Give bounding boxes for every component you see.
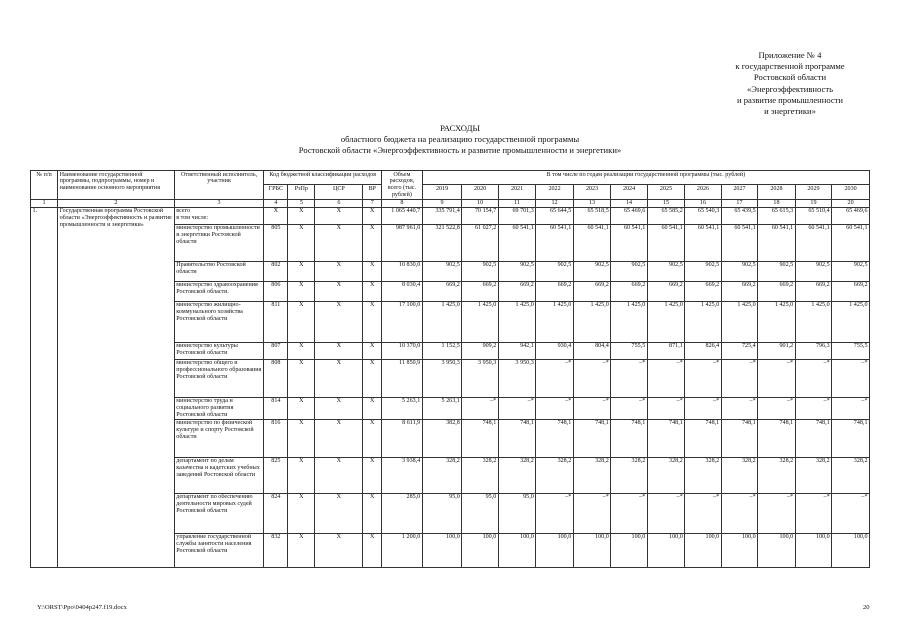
csr-cell: X [315,533,363,567]
year-value-cell: –* [573,493,611,533]
rzpr-cell: X [288,207,315,224]
year-value-cell: –* [832,359,870,397]
header-year: 2025 [647,185,685,199]
column-number: 14 [611,199,647,207]
executor-cell: министерство культуры Ростовской области [174,342,264,359]
header-year: 2029 [795,185,831,199]
year-value-cell: 382,8 [422,419,462,457]
column-numbers-row [31,199,870,207]
column-number: 19 [795,199,831,207]
grbs-cell: 805 [264,224,288,261]
header-year: 2020 [462,185,498,199]
grbs-cell: 816 [264,419,288,457]
csr-cell: X [315,359,363,397]
appendix-block [690,50,890,117]
rzpr-cell: X [288,261,315,281]
rzpr-cell: X [288,419,315,457]
executor-cell: департамент по обеспечению деятельности мировых судей Ростовской области [174,493,264,533]
year-value-cell: 902,5 [647,261,685,281]
year-value-cell: 669,2 [721,281,757,301]
year-value-cell: 65 439,5 [721,207,757,224]
year-value-cell: 60 541,1 [573,224,611,261]
header-name: Наименование государственной программы, подпрограммы, номер и наименование основного мероприятия [58,171,175,200]
rzpr-cell: X [288,397,315,419]
appendix-line: Приложение № 4 [758,50,822,60]
year-value-cell: 1 425,0 [462,301,498,342]
rzpr-cell: X [288,533,315,567]
year-value-cell: 100,0 [795,533,831,567]
year-value-cell: 95,0 [422,493,462,533]
total-cell: 10 370,0 [382,342,423,359]
year-value-cell: 1 425,0 [573,301,611,342]
rzpr-cell: X [288,224,315,261]
heading-line-1: областного бюджета на реализацию государственной программы [340,134,580,144]
year-value-cell: 669,2 [832,281,870,301]
year-value-cell: 796,3 [795,342,831,359]
year-value-cell: –* [647,359,685,397]
year-value-cell: –* [536,359,574,397]
year-value-cell: –* [721,359,757,397]
year-value-cell: 65 518,5 [573,207,611,224]
csr-cell: X [315,224,363,261]
column-number: 10 [462,199,498,207]
year-value-cell: –* [611,359,647,397]
rzpr-cell: X [288,342,315,359]
year-value-cell: –* [536,493,574,533]
year-value-cell: –* [832,397,870,419]
year-value-cell: 1 425,0 [685,301,721,342]
year-value-cell: 65 469,6 [832,207,870,224]
expenses-table [30,170,870,568]
year-value-cell: –* [758,359,796,397]
vr-cell: X [363,533,382,567]
appendix-line: «Энергоэффективность [746,83,833,94]
year-value-cell: –* [721,493,757,533]
year-value-cell: 1 152,5 [422,342,462,359]
column-number: 1 [31,199,58,207]
year-value-cell: 669,2 [611,281,647,301]
header-year: 2023 [573,185,611,199]
year-value-cell: 748,1 [832,419,870,457]
year-value-cell: 902,5 [573,261,611,281]
year-value-cell: –* [498,397,536,419]
year-value-cell: 65 469,6 [611,207,647,224]
header-by-years: В том числе по годам реализации государственной программы (тыс. рублей) [422,171,869,185]
header-csr: ЦСР [315,185,363,199]
header-year: 2022 [536,185,574,199]
total-cell: 285,0 [382,493,423,533]
column-number: 15 [647,199,685,207]
year-value-cell: 902,5 [611,261,647,281]
year-value-cell: 60 541,1 [611,224,647,261]
column-number: 5 [288,199,315,207]
year-value-cell: 100,0 [647,533,685,567]
executor-cell: министерство общего и профессионального образования Ростовской области [174,359,264,397]
year-value-cell: 748,1 [611,419,647,457]
vr-cell: X [363,342,382,359]
year-value-cell: 60 541,1 [685,224,721,261]
grbs-cell: 807 [264,342,288,359]
year-value-cell: 1 425,0 [498,301,536,342]
year-value-cell: 65 540,3 [685,207,721,224]
year-value-cell: 335 791,4 [422,207,462,224]
header-total: Объем расходов, всего (тыс. рублей) [382,171,423,200]
year-value-cell: 902,5 [795,261,831,281]
vr-cell: X [363,207,382,224]
grbs-cell: 832 [264,533,288,567]
year-value-cell: 1 425,0 [721,301,757,342]
executor-cell: Правительство Ростовской области [174,261,264,281]
year-value-cell: 61 027,2 [462,224,498,261]
year-value-cell: 755,5 [832,342,870,359]
year-value-cell: 826,4 [685,342,721,359]
year-value-cell: 725,4 [721,342,757,359]
year-value-cell: –* [611,493,647,533]
year-value-cell: 328,2 [611,457,647,493]
year-value-cell: –* [758,493,796,533]
year-value-cell: 909,2 [462,342,498,359]
executor-cell: министерство жилищно-коммунального хозяйства Ростовской области [174,301,264,342]
year-value-cell: 65 585,2 [647,207,685,224]
header-year: 2030 [832,185,870,199]
year-value-cell: 60 541,1 [536,224,574,261]
vr-cell: X [363,261,382,281]
year-value-cell: 669,2 [647,281,685,301]
year-value-cell: 100,0 [721,533,757,567]
csr-cell: X [315,281,363,301]
year-value-cell: 328,2 [536,457,574,493]
grbs-cell: 802 [264,261,288,281]
year-value-cell: 65 644,5 [536,207,574,224]
column-number: 18 [758,199,796,207]
year-value-cell: –* [685,397,721,419]
year-value-cell: 930,4 [536,342,574,359]
rzpr-cell: X [288,359,315,397]
grbs-cell: 808 [264,359,288,397]
program-number: 1. [31,207,58,567]
appendix-line: и энергетики» [764,106,816,117]
csr-cell: X [315,207,363,224]
year-value-cell: 669,2 [795,281,831,301]
vr-cell: X [363,301,382,342]
heading-title: РАСХОДЫ [440,123,480,133]
csr-cell: X [315,397,363,419]
year-value-cell: 60 541,1 [647,224,685,261]
grbs-cell: 806 [264,281,288,301]
year-value-cell: 60 541,1 [721,224,757,261]
year-value-cell: 3 950,3 [498,359,536,397]
total-cell: 11 850,9 [382,359,423,397]
executor-cell: министерство промышленности и энергетики Ростовской области [174,224,264,261]
column-number: 8 [382,199,423,207]
year-value-cell: 755,5 [611,342,647,359]
column-number: 9 [422,199,462,207]
csr-cell: X [315,493,363,533]
header-year: 2028 [758,185,796,199]
executor-cell: министерство труда и социального развития Ростовской области [174,397,264,419]
header-year: 2021 [498,185,536,199]
appendix-line: и развитие промышленности [736,94,844,105]
year-value-cell: 100,0 [832,533,870,567]
grbs-cell: 814 [264,397,288,419]
total-cell: 17 100,0 [382,301,423,342]
csr-cell: X [315,342,363,359]
year-value-cell: 60 541,1 [498,224,536,261]
document-heading [240,123,680,156]
year-value-cell: 328,2 [573,457,611,493]
year-value-cell: –* [685,493,721,533]
year-value-cell: 3 950,3 [422,359,462,397]
year-value-cell: 748,1 [647,419,685,457]
year-value-cell: 69 701,3 [498,207,536,224]
header-year: 2024 [611,185,647,199]
vr-cell: X [363,281,382,301]
year-value-cell: 748,1 [721,419,757,457]
footer-file-path: Y:\ORST\Ppo\0404p247.f19.docx [37,604,127,611]
year-value-cell: 669,2 [685,281,721,301]
year-value-cell: 902,5 [685,261,721,281]
year-value-cell: 669,2 [422,281,462,301]
grbs-cell: 825 [264,457,288,493]
year-value-cell: 1 425,0 [832,301,870,342]
appendix-line: к государственной программе [735,61,845,72]
total-cell: 1 200,0 [382,533,423,567]
csr-cell: X [315,261,363,281]
program-name: Государственная программа Ростовской области «Энергоэффективность и развитие промышленности и энергетики» [58,207,175,567]
year-value-cell: 901,2 [758,342,796,359]
column-number: 17 [721,199,757,207]
year-value-cell: 65 510,4 [795,207,831,224]
year-value-cell: –* [758,397,796,419]
total-cell: 3 938,4 [382,457,423,493]
year-value-cell: 669,2 [498,281,536,301]
rzpr-cell: X [288,493,315,533]
year-value-cell: 95,0 [462,493,498,533]
year-value-cell: –* [573,359,611,397]
executor-cell: управление государственной службы занятости населения Ростовской области [174,533,264,567]
year-value-cell: –* [647,397,685,419]
vr-cell: X [363,419,382,457]
header-grbs: ГРБС [264,185,288,199]
total-cell: 1 065 440,7 [382,207,423,224]
year-value-cell: 70 154,7 [462,207,498,224]
year-value-cell: 100,0 [422,533,462,567]
year-value-cell: –* [795,397,831,419]
year-value-cell: 5 263,1 [422,397,462,419]
year-value-cell: 748,1 [498,419,536,457]
year-value-cell: –* [685,359,721,397]
year-value-cell: 321 522,8 [422,224,462,261]
header-vr: ВР [363,185,382,199]
year-value-cell: 100,0 [758,533,796,567]
year-value-cell: 902,5 [758,261,796,281]
year-value-cell: 100,0 [462,533,498,567]
year-value-cell: –* [536,397,574,419]
year-value-cell: 100,0 [536,533,574,567]
grbs-cell: 811 [264,301,288,342]
year-value-cell: 1 425,0 [422,301,462,342]
column-number: 11 [498,199,536,207]
executor-cell: министерство здравоохранения Ростовской области. [174,281,264,301]
column-number: 16 [685,199,721,207]
column-number: 3 [174,199,264,207]
year-value-cell: 748,1 [462,419,498,457]
grbs-cell: X [264,207,288,224]
column-number: 7 [363,199,382,207]
year-value-cell: –* [721,397,757,419]
executor-cell: министерство по физической культуре и спорту Ростовской области [174,419,264,457]
year-value-cell: 328,2 [462,457,498,493]
heading-line-2: Ростовской области «Энергоэффективность и развитие промышленности и энергетики» [298,145,622,155]
year-value-cell: 100,0 [498,533,536,567]
csr-cell: X [315,457,363,493]
year-value-cell: 95,0 [498,493,536,533]
year-value-cell: 1 425,0 [647,301,685,342]
year-value-cell: 1 425,0 [611,301,647,342]
year-value-cell: 902,5 [832,261,870,281]
year-value-cell: 748,1 [536,419,574,457]
year-value-cell: –* [647,493,685,533]
csr-cell: X [315,419,363,457]
year-value-cell: 748,1 [795,419,831,457]
year-value-cell: –* [832,493,870,533]
year-value-cell: 669,2 [462,281,498,301]
footer-page-number: 20 [863,604,870,611]
total-cell: 10 830,0 [382,261,423,281]
year-value-cell: 60 541,1 [832,224,870,261]
year-value-cell: 1 425,0 [795,301,831,342]
year-value-cell: 328,2 [685,457,721,493]
executor-cell: всего в том числе: [174,207,264,224]
year-value-cell: –* [795,493,831,533]
csr-cell: X [315,301,363,342]
year-value-cell: 328,2 [795,457,831,493]
total-cell: 5 263,1 [382,397,423,419]
year-value-cell: 328,2 [721,457,757,493]
total-cell: 8 030,4 [382,281,423,301]
year-value-cell: 328,2 [832,457,870,493]
year-value-cell: 748,1 [685,419,721,457]
header-executor: Ответственный исполнитель, участник [174,171,264,200]
year-value-cell: 328,2 [498,457,536,493]
total-cell: 8 611,9 [382,419,423,457]
appendix-line: Ростовской области [753,72,827,83]
year-value-cell: 669,2 [536,281,574,301]
year-value-cell: 328,2 [422,457,462,493]
year-value-cell: 902,5 [422,261,462,281]
rzpr-cell: X [288,301,315,342]
year-value-cell: –* [611,397,647,419]
year-value-cell: 748,1 [573,419,611,457]
column-number: 2 [58,199,175,207]
table-row [31,207,870,224]
header-year: 2027 [721,185,757,199]
vr-cell: X [363,224,382,261]
header-rzpr: РзПр [288,185,315,199]
vr-cell: X [363,457,382,493]
rzpr-cell: X [288,457,315,493]
year-value-cell: 871,1 [647,342,685,359]
year-value-cell: 60 541,1 [795,224,831,261]
header-budget-code: Код бюджетной классификации расходов [264,171,382,185]
year-value-cell: 942,1 [498,342,536,359]
year-value-cell: 3 950,3 [462,359,498,397]
rzpr-cell: X [288,281,315,301]
header-row-1 [31,171,870,185]
column-number: 12 [536,199,574,207]
column-number: 4 [264,199,288,207]
header-num: № п/п [31,171,58,200]
year-value-cell: –* [462,397,498,419]
year-value-cell: 804,4 [573,342,611,359]
executor-cell: департамент по делам казачества и кадетских учебных заведений Ростовской области [174,457,264,493]
year-value-cell: 669,2 [573,281,611,301]
year-value-cell: 100,0 [685,533,721,567]
year-value-cell: 1 425,0 [536,301,574,342]
year-value-cell: 902,5 [721,261,757,281]
year-value-cell: 60 541,1 [758,224,796,261]
year-value-cell: 100,0 [573,533,611,567]
year-value-cell: –* [795,359,831,397]
vr-cell: X [363,359,382,397]
vr-cell: X [363,493,382,533]
column-number: 20 [832,199,870,207]
year-value-cell: –* [573,397,611,419]
header-year: 2026 [685,185,721,199]
column-number: 13 [573,199,611,207]
year-value-cell: 1 425,0 [758,301,796,342]
year-value-cell: 669,2 [758,281,796,301]
column-number: 6 [315,199,363,207]
year-value-cell: 748,1 [758,419,796,457]
year-value-cell: 328,2 [647,457,685,493]
year-value-cell: 328,2 [758,457,796,493]
total-cell: 987 961,0 [382,224,423,261]
year-value-cell: 902,5 [462,261,498,281]
header-year: 2019 [422,185,462,199]
vr-cell: X [363,397,382,419]
grbs-cell: 824 [264,493,288,533]
year-value-cell: 100,0 [611,533,647,567]
year-value-cell: 902,5 [536,261,574,281]
year-value-cell: 902,5 [498,261,536,281]
year-value-cell: 65 615,3 [758,207,796,224]
